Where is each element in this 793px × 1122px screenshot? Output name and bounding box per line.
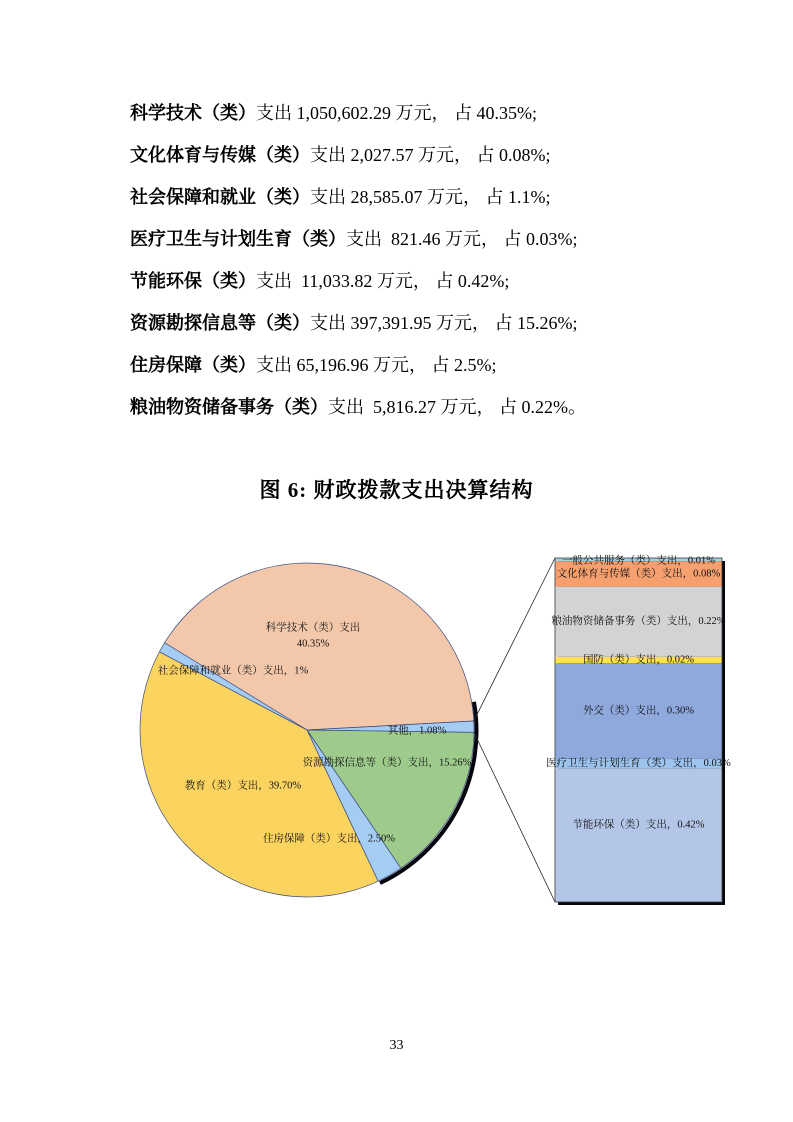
category-amount: 支出 397,391.95 万元， 占 15.26%; <box>310 313 578 333</box>
bar-segment-label: 国防（类）支出，0.02% <box>582 654 695 666</box>
bar-segment <box>555 768 722 902</box>
pie-slice-label: 住房保障（类）支出，2.50% <box>262 833 396 845</box>
category-name: 资源勘探信息等（类） <box>130 313 310 333</box>
category-amount: 支出 65,196.96 万元， 占 2.5%; <box>256 355 497 375</box>
page-number: 33 <box>389 1038 404 1053</box>
category-name: 住房保障（类） <box>130 355 256 375</box>
figure-title: 图 6: 财政拨款支出决算结构 <box>259 478 534 502</box>
category-amount: 支出 821.46 万元， 占 0.03%; <box>346 229 578 249</box>
category-name: 节能环保（类） <box>130 271 256 291</box>
expenditure-line <box>130 260 690 302</box>
expenditure-line <box>130 386 690 428</box>
expenditure-line <box>130 176 690 218</box>
bar-segment-label: 节能环保（类）支出，0.42% <box>572 819 705 831</box>
connector-line <box>474 558 555 721</box>
pie-slice-label: 社会保障和就业（类）支出，1% <box>157 665 309 677</box>
expenditure-line <box>130 134 690 176</box>
category-amount: 支出 1,050,602.29 万元， 占 40.35%; <box>256 103 537 123</box>
category-name: 科学技术（类） <box>130 103 256 123</box>
expenditure-line <box>130 218 690 260</box>
pie-slice-label: 40.35% <box>296 638 330 650</box>
category-amount: 支出 2,027.57 万元， 占 0.08%; <box>310 145 551 165</box>
pie-slice-label: 科学技术（类）支出 <box>265 622 361 634</box>
category-name: 社会保障和就业（类） <box>130 187 310 207</box>
category-amount: 支出 5,816.27 万元， 占 0.22%。 <box>328 397 586 417</box>
pie-slice-label: 其他，1.08% <box>387 725 447 737</box>
pie-slice-label: 教育（类）支出，39.70% <box>184 780 302 792</box>
expenditure-line <box>130 92 690 134</box>
figure-chart <box>0 540 793 925</box>
bar-segment-label: 外交（类）支出，0.30% <box>582 705 695 717</box>
pie-slice-label: 资源勘探信息等（类）支出，15.26% <box>302 757 472 769</box>
expenditure-line <box>130 302 690 344</box>
connector-line <box>474 732 555 902</box>
category-name: 粮油物资储备事务（类） <box>130 397 328 417</box>
bar-segment-label: 文化体育与传媒（类）支出，0.08% <box>556 568 721 580</box>
bar-segment-label: 医疗卫生与计划生育（类）支出，0.03% <box>546 757 731 769</box>
bar-segment-label: 一般公共服务（类）支出，0.01% <box>561 555 716 567</box>
category-name: 文化体育与传媒（类） <box>130 145 310 165</box>
category-amount: 支出 11,033.82 万元， 占 0.42%; <box>256 271 510 291</box>
category-name: 医疗卫生与计划生育（类） <box>130 229 346 249</box>
bar-segment-label: 粮油物资储备事务（类）支出，0.22% <box>551 616 726 628</box>
expenditure-line <box>130 344 690 386</box>
category-amount: 支出 28,585.07 万元， 占 1.1%; <box>310 187 551 207</box>
expenditure-paragraph <box>130 92 690 428</box>
